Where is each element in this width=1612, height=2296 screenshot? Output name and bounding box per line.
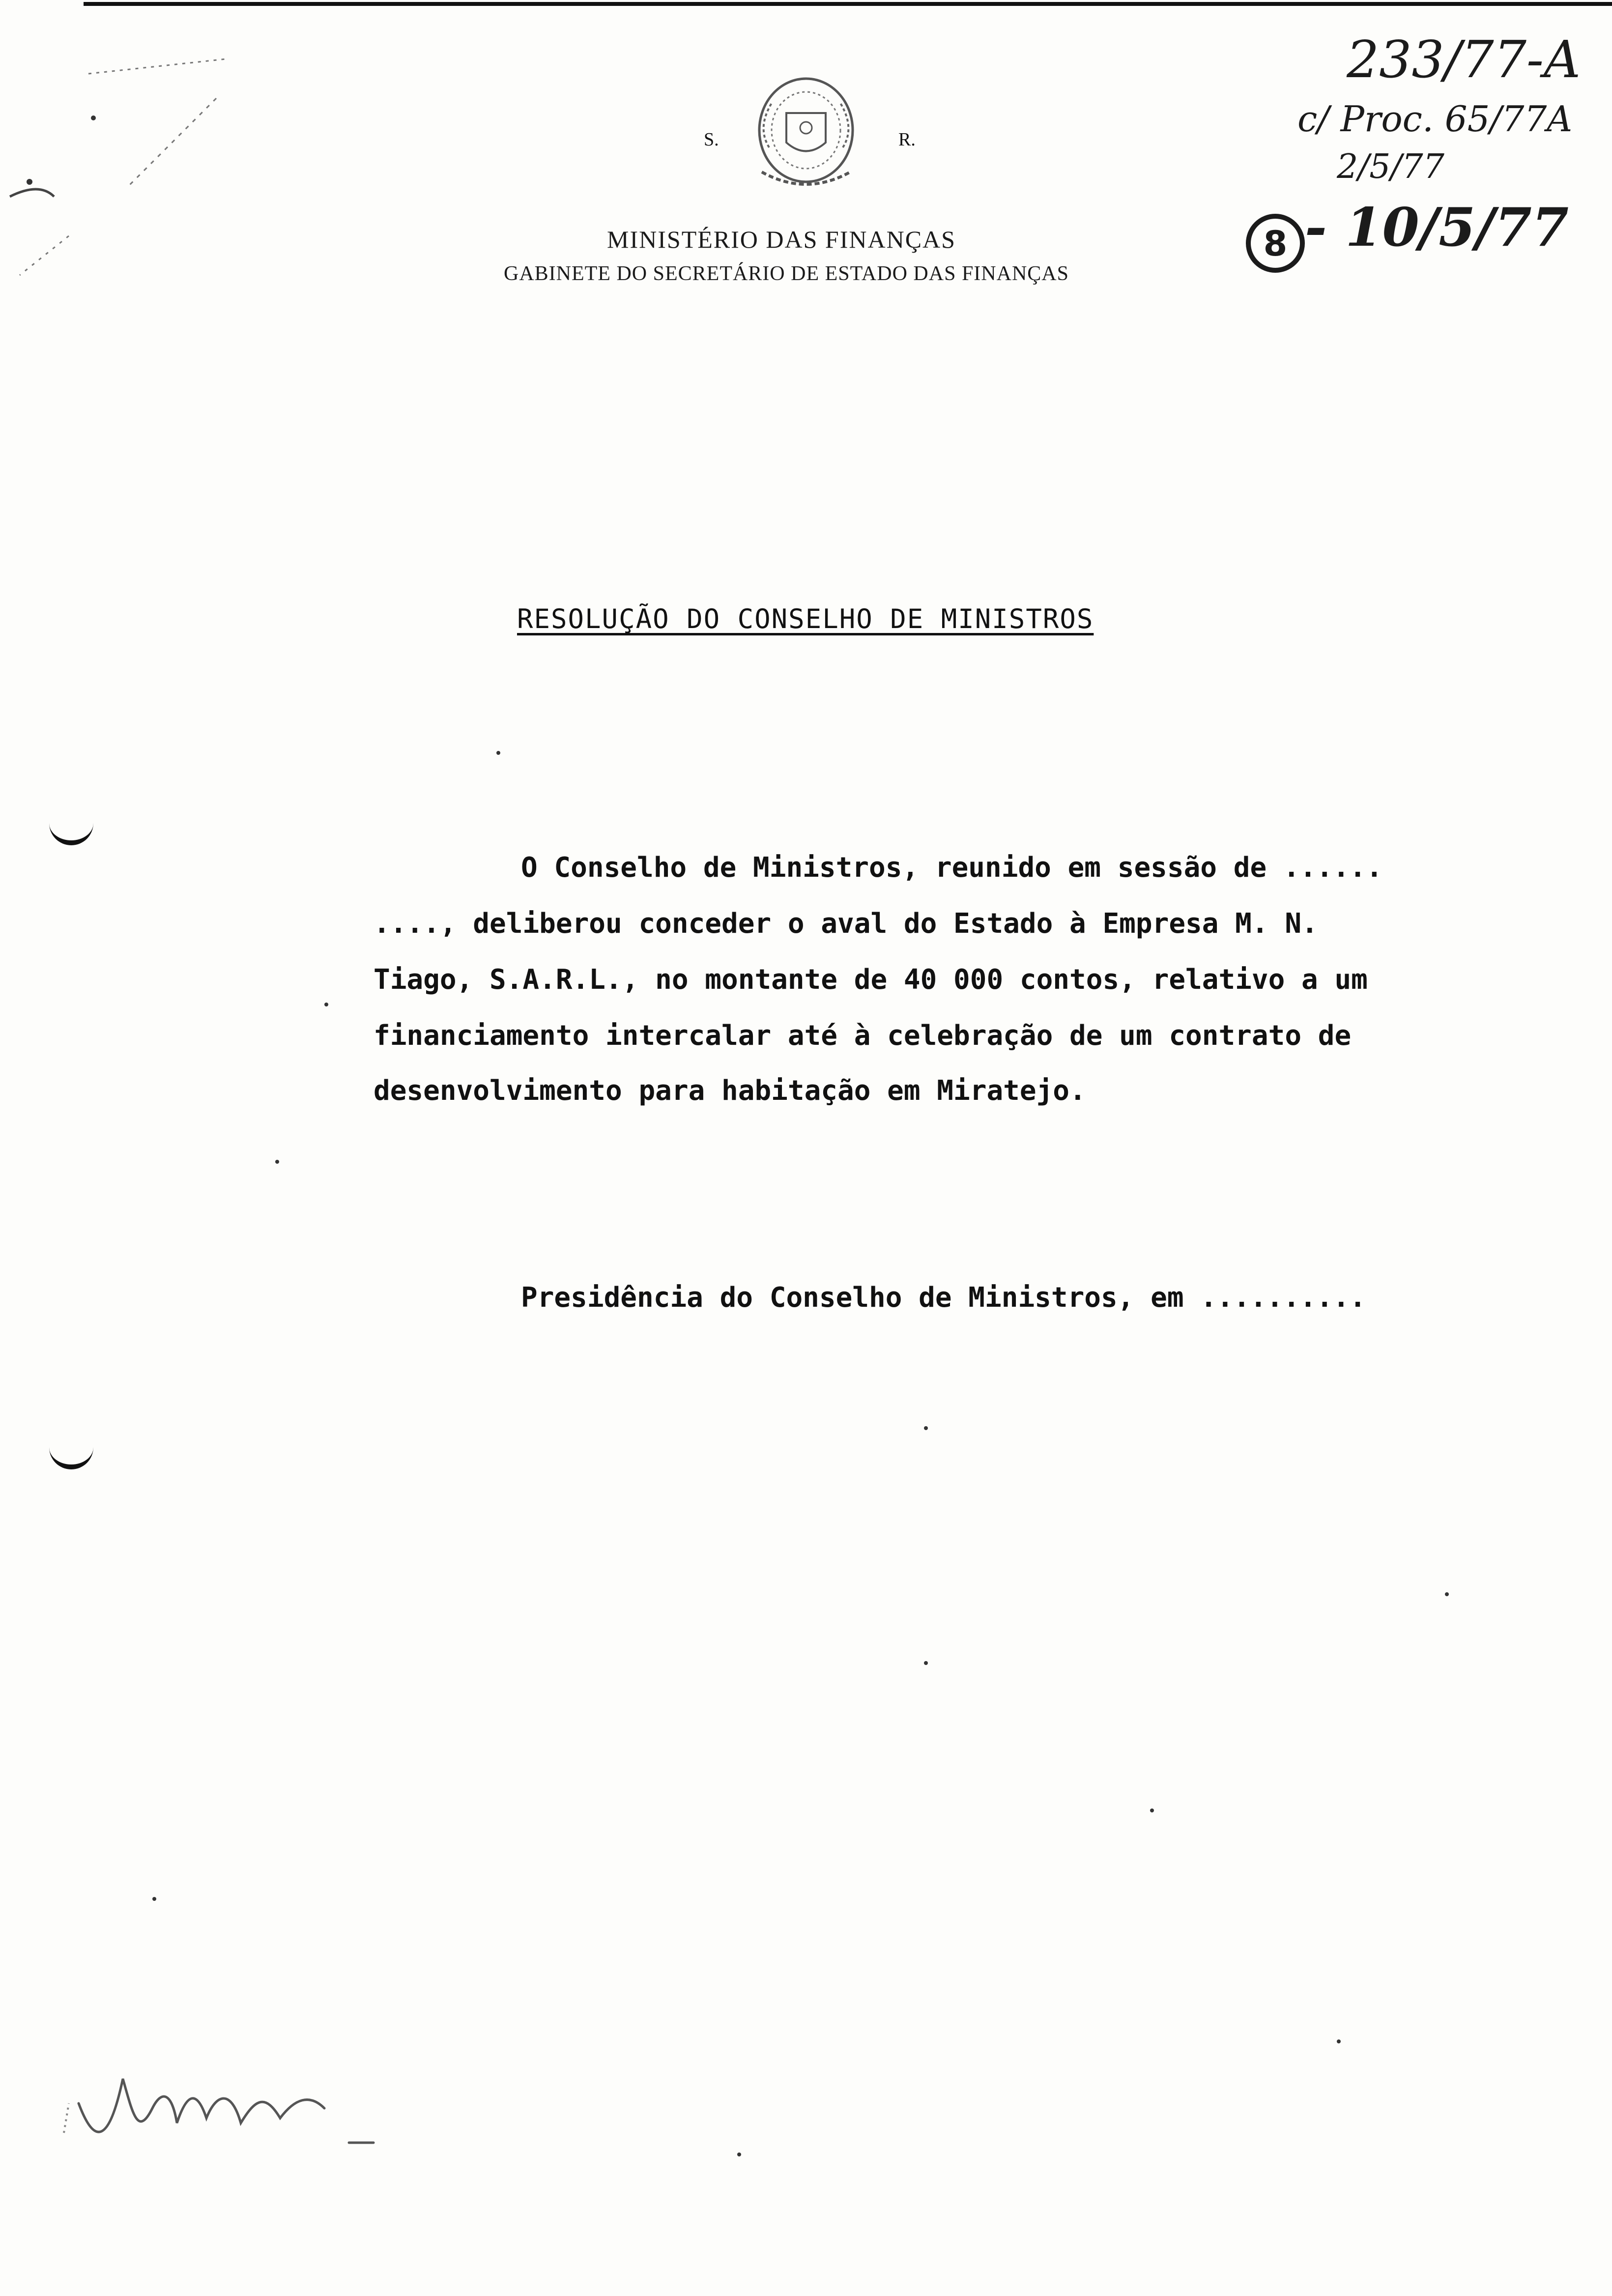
cabinet-name: GABINETE DO SECRETÁRIO DE ESTADO DAS FINANÇAS <box>504 262 1069 285</box>
top-border-line <box>84 2 1612 6</box>
handwritten-date-2: - 10/5/77 <box>1305 197 1569 258</box>
ink-speck <box>1150 1808 1154 1812</box>
body-line-2: ...., deliberou conceder o aval do Estado à Empresa M. N. <box>374 908 1318 940</box>
ink-speck <box>324 1003 328 1006</box>
ink-speck <box>737 2152 741 2156</box>
body-line-3: Tiago, S.A.R.L., no montante de 40 000 contos, relativo a um <box>374 964 1368 996</box>
header-letter-r: R. <box>898 129 916 150</box>
body-line-5: desenvolvimento para habitação em Miratejo. <box>374 1075 1086 1107</box>
marker-number: 8 <box>1263 224 1288 264</box>
handwritten-reference-number: 233/77-A <box>1347 29 1581 89</box>
handwritten-date-1: 2/5/77 <box>1337 147 1444 186</box>
ink-speck <box>496 751 500 755</box>
ink-speck <box>1445 1592 1449 1596</box>
closing-line: Presidência do Conselho de Ministros, em .......... <box>521 1282 1366 1314</box>
coat-of-arms-seal-icon <box>742 74 870 206</box>
ink-speck <box>924 1661 928 1665</box>
header-letter-s: S. <box>704 129 719 150</box>
body-line-4: financiamento intercalar até à celebração de um contrato de <box>374 1020 1352 1052</box>
handwritten-signature-icon <box>49 2044 393 2157</box>
circled-number-marker <box>1238 206 1312 280</box>
ministry-name: MINISTÉRIO DAS FINANÇAS <box>607 226 956 253</box>
binder-hole-mark <box>49 821 93 845</box>
ink-speck <box>1337 2039 1341 2043</box>
body-line-1: O Conselho de Ministros, reunido em sessão de ...... <box>521 852 1383 884</box>
ink-speck <box>152 1897 156 1901</box>
document-title: RESOLUÇÃO DO CONSELHO DE MINISTROS <box>517 603 1094 634</box>
binder-hole-mark <box>49 1445 93 1469</box>
ink-speck <box>275 1160 279 1164</box>
ink-speck <box>924 1426 928 1430</box>
handwritten-process-note: c/ Proc. 65/77A <box>1297 98 1573 140</box>
margin-pencil-marks <box>0 39 236 295</box>
